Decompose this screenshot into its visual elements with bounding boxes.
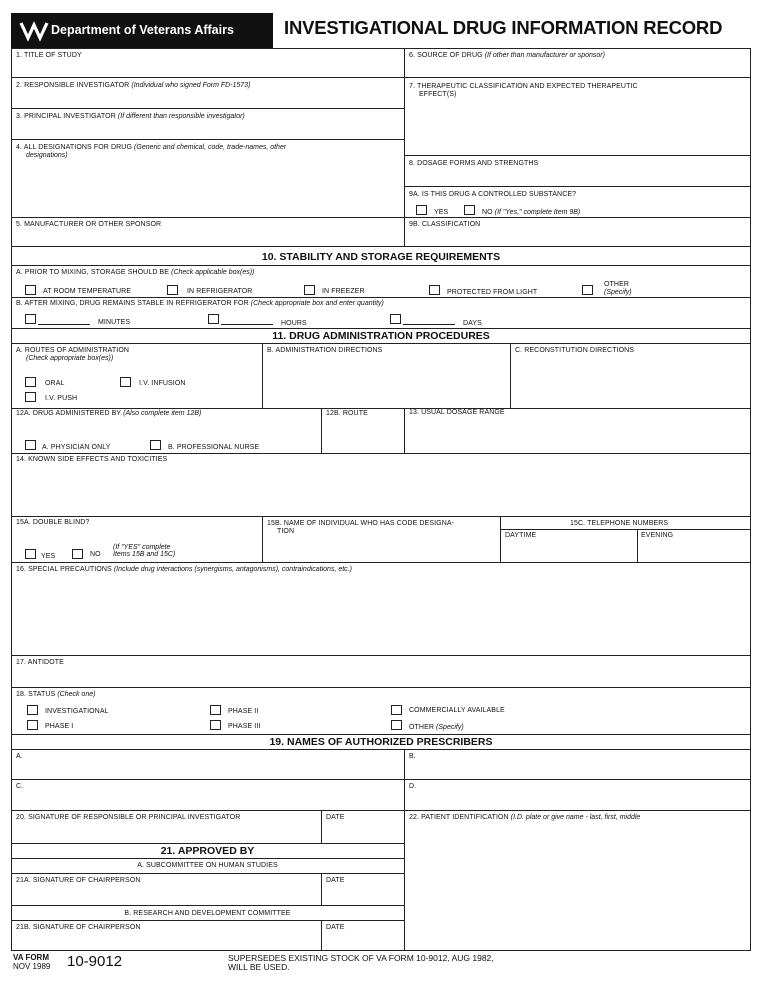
side-effects-field[interactable] bbox=[12, 466, 750, 515]
routes-label: A. ROUTES OF ADMINISTRATION bbox=[16, 347, 130, 354]
reconstitution-directions-label: C. RECONSTITUTION DIRECTIONS bbox=[515, 347, 635, 354]
iv-infusion-checkbox[interactable] bbox=[120, 377, 131, 387]
status-other-checkbox[interactable] bbox=[391, 720, 402, 730]
phase-3-checkbox[interactable] bbox=[210, 720, 221, 730]
patient-identification-label: 22. PATIENT IDENTIFICATION (I.D. plate or give name - last, first, middle bbox=[409, 814, 641, 821]
investigator-date-field[interactable] bbox=[322, 823, 403, 842]
prescriber-c-label: C. bbox=[16, 783, 24, 790]
prior-mixing-label: A. PRIOR TO MIXING, STORAGE SHOULD BE (Check applicable box(es)) bbox=[16, 269, 255, 276]
minutes-quantity[interactable] bbox=[38, 324, 90, 325]
title-of-study-label: 1. TITLE OF STUDY bbox=[16, 52, 82, 59]
administration-directions-field[interactable] bbox=[263, 356, 509, 407]
chairperson-a-date-field[interactable] bbox=[322, 886, 403, 904]
manufacturer-label: 5. MANUFACTURER OR OTHER SPONSOR bbox=[16, 221, 162, 228]
minutes-checkbox[interactable] bbox=[25, 314, 36, 324]
antidote-label: 17. ANTIDOTE bbox=[16, 659, 64, 666]
controlled-no-checkbox[interactable] bbox=[464, 205, 475, 215]
dosage-forms-label: 8. DOSAGE FORMS AND STRENGTHS bbox=[409, 160, 539, 167]
principal-investigator-field[interactable] bbox=[12, 123, 403, 138]
in-freezer-checkbox[interactable] bbox=[304, 285, 315, 295]
investigational-checkbox[interactable] bbox=[27, 705, 38, 715]
chairperson-a-signature-field[interactable] bbox=[12, 886, 320, 904]
form-date: NOV 1989 bbox=[13, 962, 51, 971]
route-field[interactable] bbox=[322, 420, 403, 452]
va-form-label: VA FORM bbox=[13, 953, 49, 962]
protected-from-light-checkbox[interactable] bbox=[429, 285, 440, 295]
title-of-study-field[interactable] bbox=[12, 61, 403, 76]
chairperson-a-date-label: DATE bbox=[326, 877, 345, 884]
room-temperature-checkbox[interactable] bbox=[25, 285, 36, 295]
form-number: 10-9012 bbox=[67, 953, 123, 970]
chairperson-b-date-label: DATE bbox=[326, 924, 345, 931]
route-label: 12B. ROUTE bbox=[326, 410, 368, 417]
agency-banner bbox=[11, 13, 273, 49]
classification-label: 9B. CLASSIFICATION bbox=[409, 221, 481, 228]
after-mixing-label: B. AFTER MIXING, DRUG REMAINS STABLE IN REFRIGERATOR FOR (Check appropriate box and enter quantity) bbox=[16, 300, 384, 307]
prescriber-d-label: D. bbox=[409, 783, 417, 790]
administration-directions-label: B. ADMINISTRATION DIRECTIONS bbox=[267, 347, 383, 354]
hours-quantity[interactable] bbox=[221, 324, 273, 325]
side-effects-label: 14. KNOWN SIDE EFFECTS AND TOXICITIES bbox=[16, 456, 168, 463]
principal-investigator-label: 3. PRINCIPAL INVESTIGATOR (If different than responsible investigator) bbox=[16, 113, 245, 120]
section-21-heading: 21. APPROVED BY bbox=[160, 845, 255, 857]
phase-2-checkbox[interactable] bbox=[210, 705, 221, 715]
va-seal-icon bbox=[19, 20, 49, 42]
section-11-heading: 11. DRUG ADMINISTRATION PROCEDURES bbox=[272, 330, 490, 342]
controlled-yes-checkbox[interactable] bbox=[416, 205, 427, 215]
patient-identification-field[interactable] bbox=[405, 823, 750, 950]
evening-label: EVENING bbox=[641, 532, 674, 539]
prescriber-a-label: A. bbox=[16, 753, 23, 760]
oral-checkbox[interactable] bbox=[25, 377, 36, 387]
days-quantity[interactable] bbox=[403, 324, 455, 325]
investigator-date-label: DATE bbox=[326, 814, 345, 821]
responsible-investigator-label: 2. RESPONSIBLE INVESTIGATOR (Individual who signed Form FD-1573) bbox=[16, 82, 251, 89]
controlled-substance-label: 9A. IS THIS DRUG A CONTROLLED SUBSTANCE? bbox=[409, 191, 577, 198]
investigator-signature-field[interactable] bbox=[12, 823, 320, 842]
reconstitution-directions-field[interactable] bbox=[511, 356, 750, 407]
investigator-signature-label: 20. SIGNATURE OF RESPONSIBLE OR PRINCIPAL INVESTIGATOR bbox=[16, 814, 241, 821]
prescriber-b-label: B. bbox=[409, 753, 416, 760]
days-checkbox[interactable] bbox=[390, 314, 401, 324]
in-refrigerator-checkbox[interactable] bbox=[167, 285, 178, 295]
phase-1-checkbox[interactable] bbox=[27, 720, 38, 730]
chairperson-b-signature-field[interactable] bbox=[12, 933, 320, 950]
source-of-drug-field[interactable] bbox=[405, 61, 750, 76]
chairperson-b-date-field[interactable] bbox=[322, 933, 403, 950]
section-10-heading: 10. STABILITY AND STORAGE REQUIREMENTS bbox=[261, 251, 501, 263]
chairperson-b-signature-label: 21B. SIGNATURE OF CHAIRPERSON bbox=[16, 924, 141, 931]
therapeutic-classification-field[interactable] bbox=[405, 100, 750, 154]
daytime-label: DAYTIME bbox=[505, 532, 537, 539]
antidote-field[interactable] bbox=[12, 668, 750, 686]
daytime-phone-field[interactable] bbox=[501, 541, 636, 561]
chairperson-a-signature-label: 21A. SIGNATURE OF CHAIRPERSON bbox=[16, 877, 141, 884]
double-blind-no-checkbox[interactable] bbox=[72, 549, 83, 559]
prescriber-a-field[interactable] bbox=[12, 762, 403, 778]
telephone-numbers-label: 15C. TELEPHONE NUMBERS bbox=[570, 520, 669, 527]
physician-only-checkbox[interactable] bbox=[25, 440, 36, 450]
prescriber-b-field[interactable] bbox=[405, 762, 750, 778]
administered-by-label: 12A. DRUG ADMINISTERED BY (Also complete item 12B) bbox=[16, 410, 202, 417]
agency-name: Department of Veterans Affairs bbox=[51, 23, 234, 37]
special-precautions-field[interactable] bbox=[12, 575, 750, 654]
rd-committee-label: B. RESEARCH AND DEVELOPMENT COMMITTEE bbox=[124, 910, 291, 917]
hours-checkbox[interactable] bbox=[208, 314, 219, 324]
drug-designations-label: 4. ALL DESIGNATIONS FOR DRUG (Generic and chemical, code, trade-names, other bbox=[16, 144, 287, 151]
code-designation-field[interactable] bbox=[263, 538, 499, 561]
code-designation-label: 15B. NAME OF INDIVIDUAL WHO HAS CODE DESIGNA- bbox=[267, 520, 455, 527]
storage-other-checkbox[interactable] bbox=[582, 285, 593, 295]
manufacturer-field[interactable] bbox=[12, 230, 403, 245]
source-of-drug-label: 6. SOURCE OF DRUG (If other than manufacturer or sponsor) bbox=[409, 52, 605, 59]
section-19-heading: 19. NAMES OF AUTHORIZED PRESCRIBERS bbox=[269, 736, 493, 748]
double-blind-label: 15A. DOUBLE BLIND? bbox=[16, 519, 90, 526]
commercially-available-checkbox[interactable] bbox=[391, 705, 402, 715]
prescriber-c-field[interactable] bbox=[12, 792, 403, 809]
professional-nurse-checkbox[interactable] bbox=[150, 440, 161, 450]
therapeutic-classification-label: 7. THERAPEUTIC CLASSIFICATION AND EXPECTED THERAPEUTIC bbox=[409, 83, 638, 90]
status-label: 18. STATUS (Check one) bbox=[16, 691, 96, 698]
responsible-investigator-field[interactable] bbox=[12, 92, 403, 107]
iv-push-checkbox[interactable] bbox=[25, 392, 36, 402]
form-title: INVESTIGATIONAL DRUG INFORMATION RECORD bbox=[284, 17, 723, 38]
supersedes-note-line2: WILL BE USED. bbox=[228, 962, 290, 972]
special-precautions-label: 16. SPECIAL PRECAUTIONS (Include drug interactions (synergisms, antagonisms), contraindications, etc.) bbox=[16, 566, 352, 573]
drug-designations-field[interactable] bbox=[12, 162, 403, 216]
usual-dosage-label: 13. USUAL DOSAGE RANGE bbox=[409, 409, 505, 416]
dosage-forms-field[interactable] bbox=[405, 169, 750, 185]
usual-dosage-field[interactable] bbox=[405, 420, 750, 452]
supersedes-note-line1: SUPERSEDES EXISTING STOCK OF VA FORM 10-9012, AUG 1982, bbox=[228, 953, 494, 963]
classification-field[interactable] bbox=[405, 230, 750, 245]
evening-phone-field[interactable] bbox=[638, 541, 750, 561]
prescriber-d-field[interactable] bbox=[405, 792, 750, 809]
double-blind-yes-checkbox[interactable] bbox=[25, 549, 36, 559]
subcommittee-label: A. SUBCOMMITTEE ON HUMAN STUDIES bbox=[137, 862, 278, 869]
